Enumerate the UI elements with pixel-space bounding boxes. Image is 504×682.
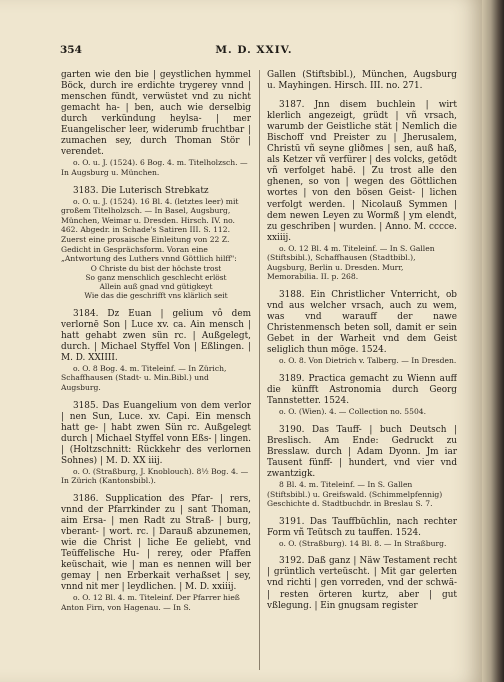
- entry-title: 3184. Dz Euan | gelium vô dem verlornē Son | Luce xv. ca. Ain mensch | hatt gehabt zwen sün rc. | Außgelegt, durch. | Michael Styffel Von | Eßlingen. | M. D. XXIIII.: [61, 308, 251, 363]
- catalog-entry-cont: [61, 70, 251, 178]
- page-number: 354: [60, 44, 82, 56]
- entry-quote-line: Wie das die geschrifft vns klärlich seit: [84, 291, 228, 301]
- entry-note: o. O. 8. Von Dietrich v. Talberg. — In Dresden.: [279, 356, 457, 366]
- entry-title: 3187. Jnn disem buchlein | wirt klerlich angezeigt, grüdt | vñ vrsach, warumb der Geistliche stät | Nemlich die Bischoff vnd Preister zu | Jherusalem, Christū vñ seyne gliðmes | sen, auß haß, als Ketzer vñ verfürer | des volcks, getödt vñ verfolget habē. | Zu trost alle den ghenen, so von | wegen des Göttlichen wortes | von den bösen Geist- | lichen verfolgt werden. | Nicolauß Symmen | dem newen Leyen zu Wormß | ym elendt, zu geschriben | wurden. | Anno. M. cccce. xxiiij.: [267, 100, 457, 243]
- entry-quote-line: Allein auß gnad vnd gütigkeyt: [99, 282, 213, 292]
- entry-title: 3191. Das Tauffbüchlin, nach rechter Form vñ Teütsch zu tauffen. 1524.: [267, 516, 457, 538]
- entry-note: o. O. (Straßburg). 14 Bl. 8. — In Straßburg.: [279, 538, 447, 548]
- entry-note: o. O. 12 Bl. 4. m. Titeleinf. Der Pfarrer hieß Anton Firn, von Hagenau. — In S.: [61, 593, 240, 613]
- catalog-entry-3186: [61, 494, 251, 613]
- entry-note: o. O. u. J. (1524). 6 Bog. 4. m. Titelholzsch. — In Augsburg u. München.: [61, 158, 248, 177]
- catalog-entry-3191: [267, 517, 457, 549]
- entry-title: 3192. Daß ganz | Näw Testament recht | grüntlich verteüscht. | Mit gar gelerten vnd richti | gen vorreden, vnd der schwä- | resten örteren kurtz, aber | gut vßlegung. | Ein gnugsam register: [267, 556, 457, 611]
- entry-note: 8 Bl. 4. m. Titeleinf. — In S. Gallen (Stiftsbibl.) u. Greifswald. (Schimmelpfennig) Geschichte d. Stadtbuchdr. in Breslau S. 7.: [267, 479, 443, 509]
- entry-title: 3186. Supplication des Pfar- | rers, vnnd der Pfarrkinder zu | sant Thoman, aim Ersa- | men Radt zu Straß- | burg, vberant- | wort. rc. | Darauß abzunemen, wie die Christ | liche Ee geliebt, vnd Teüffelische Hu- | rerey, oder Pfaffen keüschait, wie | man es nennen will ber gemay | nen Erberkait verhaßset | sey, vnnd nit mer | leydlichen. | M. D. xxiiij.: [61, 494, 251, 593]
- running-head: M. D. XXIV.: [215, 44, 293, 56]
- page-edge-shadow: [482, 0, 504, 682]
- entry-title: 3189. Practica gemacht zu Wienn auff die künfft Astronomia durch Georg Tannstetter. 1524.: [267, 373, 457, 407]
- entry-title: 3190. Das Tauff- | buch Deutsch | Breslisch. Am Ende: Gedruckt zu Bresslaw. durch | Adam Dyonn. Jm iar Tausent fünff- | hundert, vnd vier vnd zwantzigk.: [267, 424, 457, 479]
- entry-title: 3183. Die Luterisch Strebkatz: [73, 185, 209, 196]
- page-header: [60, 44, 448, 60]
- catalog-entry-3190: [267, 425, 457, 509]
- catalog-entry-3189: [267, 374, 457, 417]
- left-column: [61, 70, 251, 670]
- catalog-entry-3187: [267, 100, 457, 282]
- entry-note: o. O. 12 Bl. 4 m. Titeleinf. — In S. Gallen (Stiftsbibl.), Schaffhausen (Stadtbibl.), Augsburg, Berlin u. Dresden. Murr, Memorabilia. II. p. 268.: [267, 243, 435, 282]
- entry-quote-line: So ganz menschlich geschlecht erlöst: [85, 272, 227, 282]
- catalog-entry-3184: [61, 309, 251, 393]
- entry-note: o. O. (Straßburg, J. Knoblouch). 8½ Bog. 4. — In Zürich (Kantonsbibl.).: [61, 466, 249, 486]
- catalog-entry-3185: [61, 401, 251, 486]
- catalog-entry-3188: [267, 290, 457, 366]
- catalog-entry-3192: [267, 556, 457, 611]
- entry-title: Gallen (Stiftsbibl.), München, Augsburg u. Mayhingen. Hirsch. III. no. 271.: [267, 70, 457, 92]
- entry-note: o. O. 8 Bog. 4. m. Titeleinf. — In Zürich, Schaffhausen (Stadt- u. Min.Bibl.) und Augsburg.: [61, 363, 227, 392]
- catalog-entry-cont2: [267, 70, 457, 92]
- entry-note: o. O. u. J. (1524). 16 Bl. 4. (letztes leer) mit großem Titelholzsch. — In Basel, Augsburg, München, Weimar u. Dresden. Hirsch. IV. no. 462. Abgedr. in Schade's Satiren III. S. 112. Zuerst eine prosaische Einleitung von 22 Z. Gedicht in Gesprächsform. Voran eine „Antwortung des Luthers vnnd Göttlich hilff":: [61, 196, 239, 264]
- entry-title: garten wie den bie | geystlichen hymmel Böck, durch ire erdichte trygerey vnnd | menschen fündt, verwüstet vnd zu nicht gemacht ha- | ben, auch wie derselbig durch verkündung heylsa- | mer Euangelischer leer, widerumb fruchtbar | zumachen sey, durch Thoman Stör | verendet.: [61, 70, 251, 158]
- entry-title: 3185. Das Euangelium von dem verlor | nen Sun, Luce. xv. Capi. Ein mensch hatt ge- | habt zwen Sün rc. Außgelegt durch | Michael Styffel vonn Eßs- | lingen. | (Holtzschnitt: Rückkehr des verlornen Sohnes) | M. D. XX iiij.: [61, 400, 251, 466]
- catalog-entry-3183: [61, 186, 251, 301]
- entry-note: o. O. (Wien). 4. — Collection no. 5504.: [279, 407, 427, 417]
- entry-quote-line: O Christe du bist der höchste trost: [90, 263, 222, 273]
- right-column: [267, 70, 457, 670]
- entry-title: 3188. Ein Christlicher Vnterricht, ob vnd aus welcher vrsach, auch zu wem, was vnd warauff der nawe Christenmensch beten soll, damit er sein Gebet in der Warheit vnd dem Geist seliglich thun möge. 1524.: [267, 290, 457, 356]
- column-divider: [259, 70, 260, 670]
